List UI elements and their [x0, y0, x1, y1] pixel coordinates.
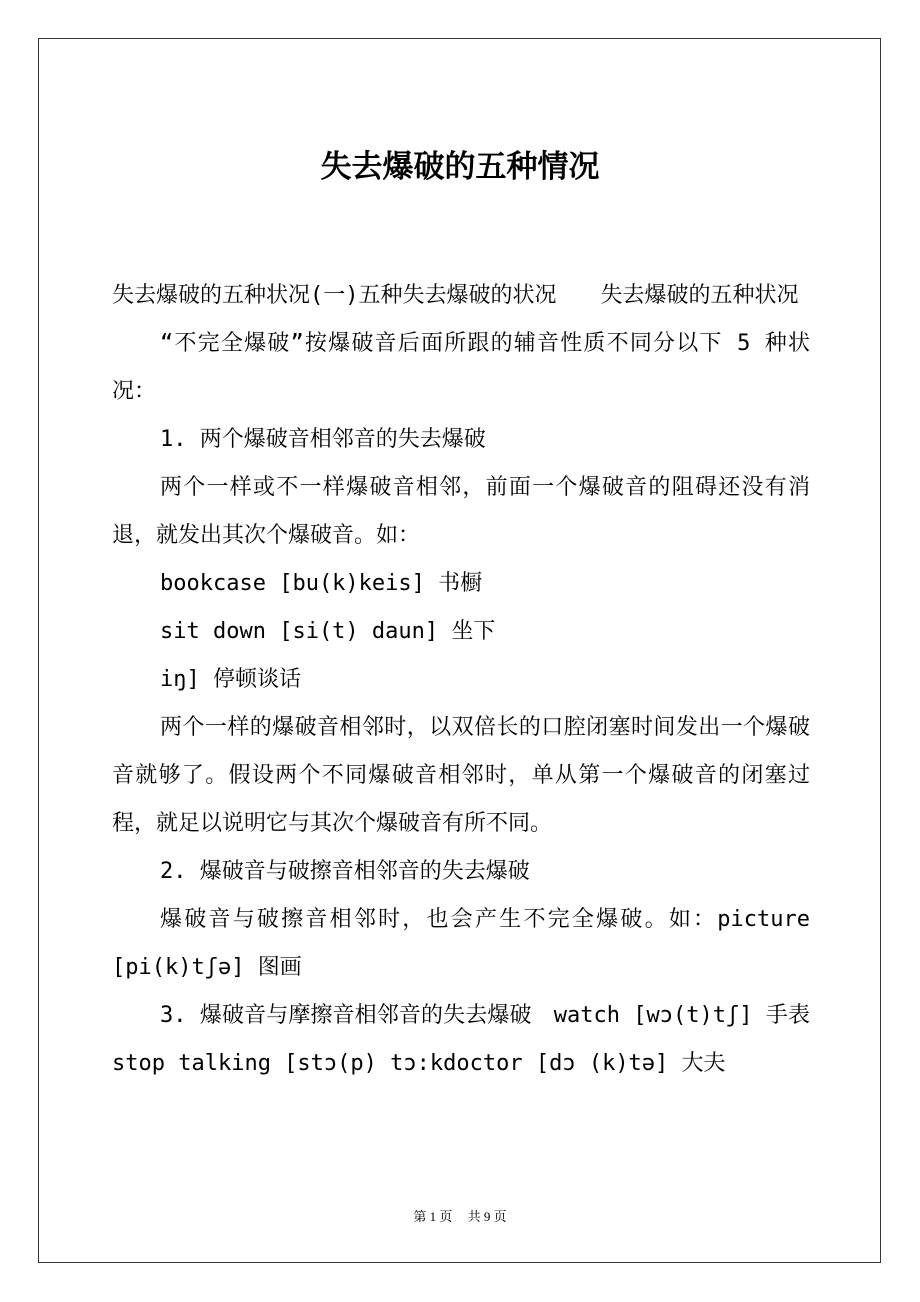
example-bookcase: bookcase [bu(k)keis] 书橱: [160, 571, 483, 596]
example-pause: iŋ] 停顿谈话: [160, 667, 301, 692]
paragraph-explanation: 两个一样的爆破音相邻时，以双倍长的口腔闭塞时间发出一个爆破音就够了。假设两个不同爆破音相邻时，单从第一个爆破音的闭塞过程，就足以说明它与其次个爆破音有所不同。: [112, 715, 810, 836]
section-heading-3: 3. 爆破音与摩擦音相邻音的失去爆破 watch [wɔ(t)tʃ] 手表 stop talking [stɔ(p) tɔ:kdoctor [dɔ (k)tə] 大夫: [112, 1003, 833, 1076]
example-sit-down: sit down [si(t) daun] 坐下: [160, 619, 496, 644]
paragraph-section-2: 爆破音与破擦音相邻时，也会产生不完全爆破。如：picture [pi(k)tʃə] 图画: [112, 907, 810, 980]
page-number: 第 1 页: [413, 1209, 453, 1224]
paragraph-intro: 失去爆破的五种状况(一)五种失去爆破的状况 失去爆破的五种状况: [112, 283, 799, 308]
page-total: 共 9 页: [467, 1209, 507, 1224]
paragraph-section-1: 两个一样或不一样爆破音相邻，前面一个爆破音的阻碍还没有消退，就发出其次个爆破音。如：: [112, 475, 810, 548]
page-title: 失去爆破的五种情况: [320, 149, 600, 185]
section-heading-1: 1. 两个爆破音相邻音的失去爆破: [160, 427, 486, 452]
paragraph-overview: “不完全爆破”按爆破音后面所跟的辅音性质不同分以下 5 种状况：: [112, 331, 810, 404]
section-heading-2: 2. 爆破音与破擦音相邻音的失去爆破: [160, 859, 530, 884]
page-footer: [0, 1206, 920, 1225]
document-body: [112, 272, 833, 1088]
